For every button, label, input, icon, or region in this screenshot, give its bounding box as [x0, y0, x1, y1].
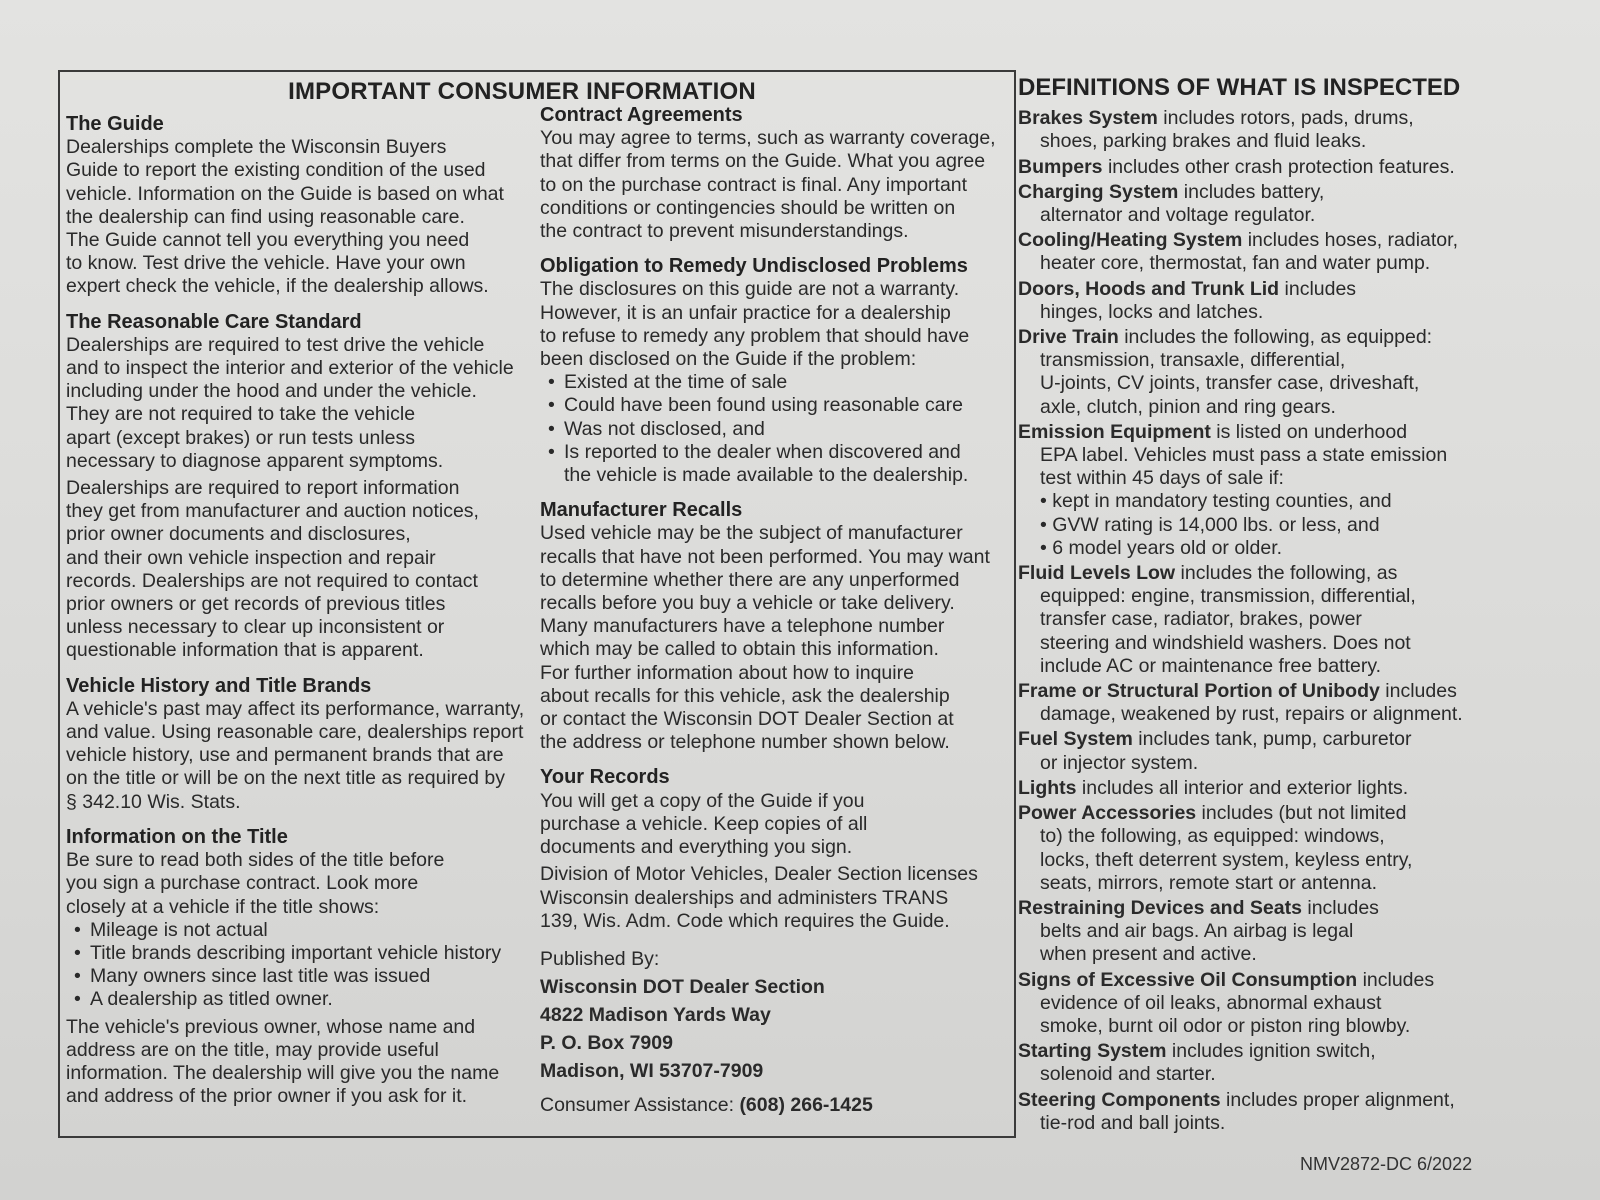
published-label: Published By: [540, 947, 660, 970]
definition-term: Charging System [1018, 180, 1179, 203]
definition-term: Restraining Devices and Seats [1018, 896, 1302, 919]
definition-item [1018, 156, 1578, 179]
definition-item [1018, 802, 1578, 895]
definition-item [1018, 326, 1578, 419]
definition-item [1018, 777, 1578, 800]
definition-term: Doors, Hoods and Trunk Lid [1018, 277, 1280, 300]
list-item: • 6 model years old or older. [1040, 537, 1578, 560]
definition-text-continued: to) the following, as equipped: windows, locks, theft deterrent system, keyless entry, seats, mirrors, remote start or antenna. [1040, 825, 1413, 894]
definition-term: Cooling/Heating System [1018, 229, 1243, 252]
definition-item [1018, 680, 1578, 726]
definition-text: includes ignition switch, [1166, 1040, 1376, 1063]
definition-term: Drive Train [1018, 326, 1119, 349]
definition-text-continued: EPA label. Vehicles must pass a state emission test within 45 days of sale if: [1040, 444, 1448, 490]
definition-term: Emission Equipment [1018, 420, 1211, 443]
definition-term: Starting System [1018, 1040, 1167, 1063]
definition-text: includes tank, pump, carburetor [1132, 728, 1412, 751]
reasonable-care-text-2: Dealerships are required to report information they get from manufacturer and auction notices, prior owner documents and disclosures, and their own vehicle inspection and repair records. Dealerships are not required to contact prior owners or get records of previous titles unless necessary to clear up inconsistent or questionable information that is apparent. [66, 477, 479, 662]
definition-item [1018, 229, 1578, 275]
definition-text: includes battery, [1178, 180, 1325, 203]
recalls-heading: Manufacturer Recalls [540, 499, 743, 522]
obligation-bullets [540, 371, 1010, 487]
definition-text: includes other crash protection features. [1102, 155, 1455, 178]
definition-text-continued: or injector system. [1040, 751, 1199, 774]
publisher-org: Wisconsin DOT Dealer Section [540, 975, 825, 998]
definition-text-continued: damage, weakened by rust, repairs or alignment. [1040, 703, 1463, 726]
definition-text: includes (but not limited [1196, 802, 1407, 825]
title-info-text-2: The vehicle's previous owner, whose name and address are on the title, may provide useful information. The dealership will give you the name and address of the prior owner if you ask for it. [66, 1015, 500, 1108]
definitions-title: DEFINITIONS OF WHAT IS INSPECTED [1018, 74, 1461, 101]
list-item: • GVW rating is 14,000 lbs. or less, and [1040, 514, 1578, 537]
guide-text: Dealerships complete the Wisconsin Buyers Guide to report the existing condition of the used vehicle. Information on the Guide is based on what the dealership can find using reasonable care. The Guide cannot tell you everything you need to know. Test drive the vehicle. Have your own expert check the vehicle, if the dealership allows. [66, 136, 504, 298]
definition-term: Frame or Structural Portion of Unibody [1018, 680, 1380, 703]
section-contract [540, 104, 1010, 243]
definition-item [1018, 1089, 1578, 1135]
definition-term: Fluid Levels Low [1018, 562, 1176, 585]
section-published [540, 945, 1010, 1119]
records-text-2: Division of Motor Vehicles, Dealer Section licenses Wisconsin dealerships and administers TRANS 139, Wis. Adm. Code which requires the Guide. [540, 863, 978, 932]
definition-item [1018, 1040, 1578, 1086]
list-item: • Could have been found using reasonable care [540, 394, 1010, 417]
definition-text: includes [1301, 896, 1379, 919]
definition-text: includes proper alignment, [1220, 1088, 1455, 1111]
section-obligation [540, 255, 1010, 487]
definition-text-continued: tie-rod and ball joints. [1040, 1111, 1226, 1134]
definition-text: includes all interior and exterior lights. [1076, 776, 1409, 799]
definition-item [1018, 969, 1578, 1039]
records-text-1: You will get a copy of the Guide if you purchase a vehicle. Keep copies of all documents and everything you sign. [540, 789, 868, 859]
list-item: • Is reported to the dealer when discovered and the vehicle is made available to the dealership. [540, 441, 1010, 487]
contract-heading: Contract Agreements [540, 104, 743, 126]
definition-term: Power Accessories [1018, 802, 1197, 825]
definition-item [1018, 107, 1578, 153]
list-item: • A dealership as titled owner. [66, 988, 536, 1011]
definition-term: Steering Components [1018, 1088, 1221, 1111]
list-item: • Mileage is not actual [66, 919, 536, 942]
definition-text: includes [1279, 277, 1357, 300]
list-item: • Title brands describing important vehicle history [66, 942, 536, 965]
definition-text: includes [1357, 968, 1435, 991]
publisher-pobox: P. O. Box 7909 [540, 1031, 673, 1054]
definition-text-continued: shoes, parking brakes and fluid leaks. [1040, 130, 1367, 153]
obligation-text: The disclosures on this guide are not a warranty. However, it is an unfair practice for a dealership to refuse to remedy any problem that should have been disclosed on the Guide if the problem: [540, 278, 970, 371]
emission-bullets [1018, 490, 1578, 560]
definition-text-continued: evidence of oil leaks, abnormal exhaust smoke, burnt oil odor or piston ring blowby. [1040, 991, 1411, 1037]
title-info-text: Be sure to read both sides of the title before you sign a purchase contract. Look more closely at a vehicle if the title shows: [66, 849, 445, 918]
form-id: NMV2872-DC 6/2022 [1300, 1154, 1473, 1174]
definition-term: Brakes System [1018, 107, 1158, 130]
definition-text: includes rotors, pads, drums, [1157, 107, 1414, 130]
list-item: • Many owners since last title was issued [66, 965, 536, 988]
definition-term: Bumpers [1018, 155, 1103, 178]
list-item: • kept in mandatory testing counties, and [1040, 490, 1578, 513]
title-info-bullets [66, 919, 536, 1012]
definition-text-continued: heater core, thermostat, fan and water pump. [1040, 252, 1431, 275]
definition-term: Signs of Excessive Oil Consumption [1018, 968, 1358, 991]
definition-term: Lights [1018, 776, 1077, 799]
records-heading: Your Records [540, 766, 670, 789]
history-text: A vehicle's past may affect its performance, warranty, and value. Using reasonable care, dealerships report vehicle history, use and permanent brands that are on the title or will be on the next title as required by § 342.10 Wis. Stats. [66, 697, 525, 813]
publisher-street: 4822 Madison Yards Way [540, 1003, 771, 1026]
definitions-column [1018, 70, 1578, 1137]
definition-term: Fuel System [1018, 728, 1133, 751]
consumer-info-title: IMPORTANT CONSUMER INFORMATION [288, 78, 756, 105]
history-heading: Vehicle History and Title Brands [66, 674, 372, 697]
left-column [66, 113, 536, 1120]
definition-text: is listed on underhood [1210, 420, 1408, 443]
definition-text: includes hoses, radiator, [1242, 229, 1458, 252]
reasonable-care-text-1: Dealerships are required to test drive the vehicle and to inspect the interior and exterior of the vehicle including under the hood and under the vehicle. They are not required to take the vehicle apart (except brakes) or run tests unless necessary to diagnose apparent symptoms. [66, 333, 514, 472]
definition-item [1018, 181, 1578, 227]
definition-text-continued: solenoid and starter. [1040, 1063, 1216, 1086]
guide-heading: The Guide [66, 113, 164, 135]
definition-text-continued: equipped: engine, transmission, differential, transfer case, radiator, brakes, power steering and windshield washers. Does not include AC or maintenance free battery. [1040, 585, 1416, 677]
middle-column [540, 104, 1010, 1131]
section-title-info [66, 826, 536, 1108]
section-guide [66, 113, 536, 299]
list-item: • Existed at the time of sale [540, 371, 1010, 394]
consumer-assistance-label: Consumer Assistance: [540, 1093, 735, 1116]
consumer-assistance [540, 1091, 1010, 1119]
definition-text: includes [1379, 680, 1457, 703]
definition-text: includes the following, as [1175, 562, 1398, 585]
section-records [540, 766, 1010, 932]
section-reasonable-care [66, 311, 536, 663]
definition-item [1018, 278, 1578, 324]
contract-text: You may agree to terms, such as warranty coverage, that differ from terms on the Guide. What you agree to on the purchase contract is final. Any important conditions or contingencies should be written on the contract to prevent misunderstandings. [540, 127, 996, 243]
title-info-heading: Information on the Title [66, 825, 288, 848]
definition-item [1018, 897, 1578, 967]
definition-text-continued: alternator and voltage regulator. [1040, 204, 1316, 227]
obligation-heading: Obligation to Remedy Undisclosed Problems [540, 255, 968, 278]
definition-text: includes the following, as equipped: [1118, 326, 1433, 349]
definition-text-continued: transmission, transaxle, differential, U-joints, CV joints, transfer case, driveshaft, axle, clutch, pinion and ring gears. [1040, 349, 1420, 418]
definition-item [1018, 728, 1578, 774]
section-recalls [540, 499, 1010, 754]
section-vehicle-history [66, 675, 536, 814]
definition-text-continued: hinges, locks and latches. [1040, 300, 1264, 323]
publisher-city: Madison, WI 53707-7909 [540, 1059, 764, 1082]
definition-item [1018, 421, 1578, 560]
definition-item [1018, 562, 1578, 678]
recalls-text: Used vehicle may be the subject of manufacturer recalls that have not been performed. You may want to determine whether there are any unperformed recalls before you buy a vehicle or take delivery. Many manufacturers have a telephone number which may be called to obtain this information. For further information about how to inquire about recalls for this vehicle, ask the dealership or contact the Wisconsin DOT Dealer Section at the address or telephone number shown below. [540, 522, 990, 754]
reasonable-care-heading: The Reasonable Care Standard [66, 310, 362, 333]
consumer-assistance-phone: (608) 266-1425 [739, 1093, 873, 1116]
list-item: • Was not disclosed, and [540, 418, 1010, 441]
definition-text-continued: belts and air bags. An airbag is legal when present and active. [1040, 920, 1354, 966]
